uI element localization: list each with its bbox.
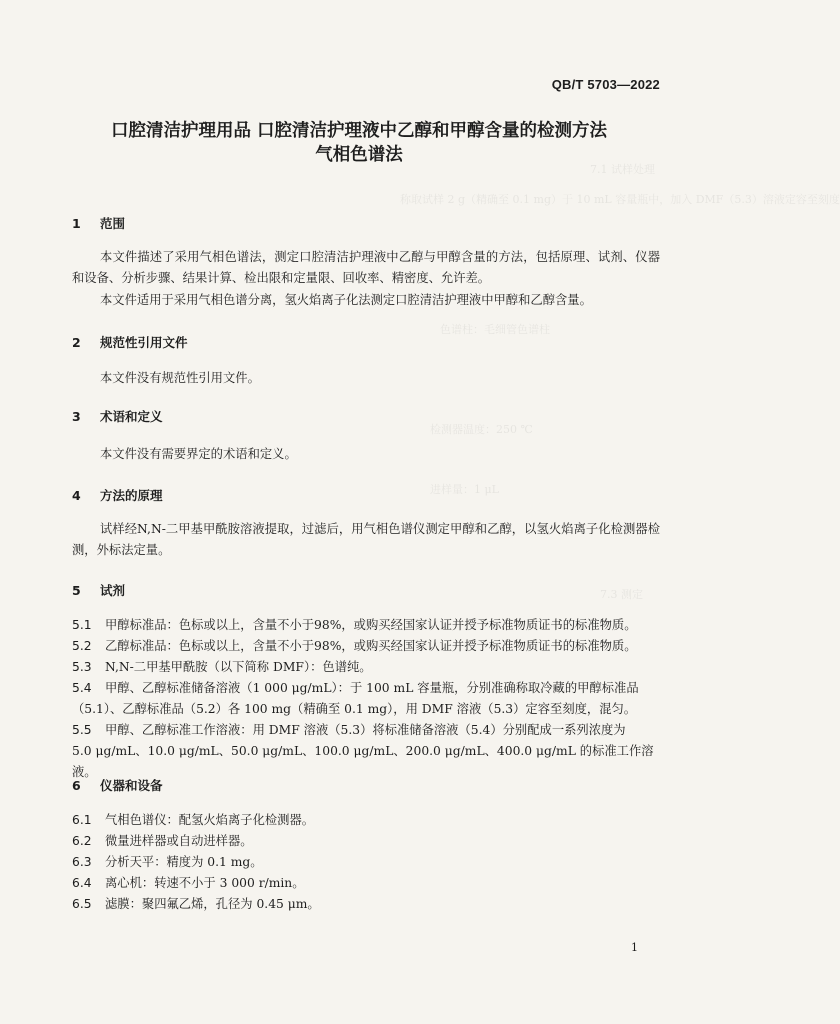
section-heading-scope (72, 214, 125, 232)
section-title: 规范性引用文件 (100, 335, 188, 350)
paragraph: 试样经N,N-二甲基甲酰胺溶液提取，过滤后，用气相色谱仪测定甲醇和乙醇，以氢火焰离子化检测器检测，外标法定量。 (72, 522, 660, 557)
bleed-through-texture: 称取试样 2 g（精确至 0.1 mg）于 10 mL 容量瓶中，加入 DMF（5.3）溶液定容至刻度 (400, 193, 840, 206)
section-number: 4 (72, 488, 81, 503)
item-text: 甲醇、乙醇标准储备溶液（1 000 μg/mL）：于 100 mL 容量瓶，分别准确称取冷藏的甲醇标准品 (105, 681, 639, 695)
section-heading-instruments (72, 776, 163, 794)
page-number: 1 (631, 941, 638, 954)
section-heading-principle (72, 486, 163, 504)
section-heading-reagents (72, 581, 125, 599)
item-text: 甲醇标准品：色标或以上，含量不小于98%，或购买经国家认证并授予标准物质证书的标准物质。 (105, 618, 637, 632)
bleed-through-texture: 检测器温度：250 ℃ (430, 423, 533, 436)
paragraph: 本文件没有规范性引用文件。 (100, 371, 260, 385)
paragraph: 本文件描述了采用气相色谱法，测定口腔清洁护理液中乙醇与甲醇含量的方法，包括原理、试剂、仪器和设备、分析步骤、结果计算、检出限和定量限、回收率、精密度、允许差。 (72, 250, 660, 285)
list-item (72, 810, 662, 831)
item-number: 5.4 (72, 681, 92, 695)
item-number: 6.5 (72, 897, 92, 911)
section-title: 试剂 (100, 583, 126, 598)
bleed-through-texture: 进样量：1 μL (430, 483, 499, 496)
paragraph: 本文件适用于采用气相色谱分离，氢火焰离子化法测定口腔清洁护理液中甲醇和乙醇含量。 (100, 293, 592, 307)
item-number: 6.3 (72, 855, 92, 869)
section-title: 范围 (100, 216, 126, 231)
item-number: 6.2 (72, 834, 92, 848)
list-item (72, 615, 662, 636)
section-heading-terms (72, 407, 163, 425)
item-number: 6.1 (72, 813, 92, 827)
section-title: 术语和定义 (100, 409, 163, 424)
paragraph: 本文件没有需要界定的术语和定义。 (100, 447, 297, 461)
item-text: 离心机：转速不小于 3 000 r/min。 (105, 876, 305, 890)
bleed-through-texture: 7.1 试样处理 (590, 163, 655, 176)
list-item (72, 720, 662, 783)
item-text: 分析天平：精度为 0.1 mg。 (105, 855, 263, 869)
item-text: 乙醇标准品：色标或以上，含量不小于98%，或购买经国家认证并授予标准物质证书的标准物质。 (105, 639, 637, 653)
list-item (72, 678, 662, 720)
title-line-1: 口腔清洁护理用品 口腔清洁护理液中乙醇和甲醇含量的检测方法 (110, 121, 608, 141)
item-continuation: 5.0 μg/mL、10.0 μg/mL、50.0 μg/mL、100.0 μg/mL、200.0 μg/mL、400.0 μg/mL 的标准工作溶液。 (72, 744, 654, 779)
item-number: 5.1 (72, 618, 92, 632)
list-item (72, 657, 662, 678)
section-title: 方法的原理 (100, 488, 163, 503)
item-text: N,N-二甲基甲酰胺（以下简称 DMF）：色谱纯。 (105, 660, 372, 674)
standard-code: QB/T 5703—2022 (551, 77, 660, 92)
list-item (72, 873, 662, 894)
item-number: 5.2 (72, 639, 92, 653)
section-number: 5 (72, 583, 81, 598)
item-number: 6.4 (72, 876, 92, 890)
document-title (40, 119, 678, 167)
item-text: 气相色谱仪：配氢火焰离子化检测器。 (105, 813, 315, 827)
list-item (72, 831, 662, 852)
item-text: 微量进样器或自动进样器。 (105, 834, 253, 848)
list-item (72, 636, 662, 657)
section-title: 仪器和设备 (100, 778, 163, 793)
list-item (72, 894, 662, 915)
list-item (72, 852, 662, 873)
bleed-through-texture: 7.3 测定 (600, 588, 643, 601)
section-number: 1 (72, 216, 81, 231)
title-line-2: 气相色谱法 (315, 145, 403, 165)
item-text: 甲醇、乙醇标准工作溶液：用 DMF 溶液（5.3）将标准储备溶液（5.4）分别配成一系列浓度为 (105, 723, 626, 737)
item-number: 5.5 (72, 723, 92, 737)
section-number: 2 (72, 335, 81, 350)
bleed-through-texture: 色谱柱：毛细管色谱柱 (440, 323, 550, 336)
item-number: 5.3 (72, 660, 92, 674)
section-heading-normative-references (72, 333, 188, 351)
item-continuation: （5.1）、乙醇标准品（5.2）各 100 mg（精确至 0.1 mg），用 DMF 溶液（5.3）定容至刻度，混匀。 (72, 702, 637, 716)
section-number: 3 (72, 409, 81, 424)
section-number: 6 (72, 778, 81, 793)
item-text: 滤膜：聚四氟乙烯，孔径为 0.45 μm。 (105, 897, 320, 911)
